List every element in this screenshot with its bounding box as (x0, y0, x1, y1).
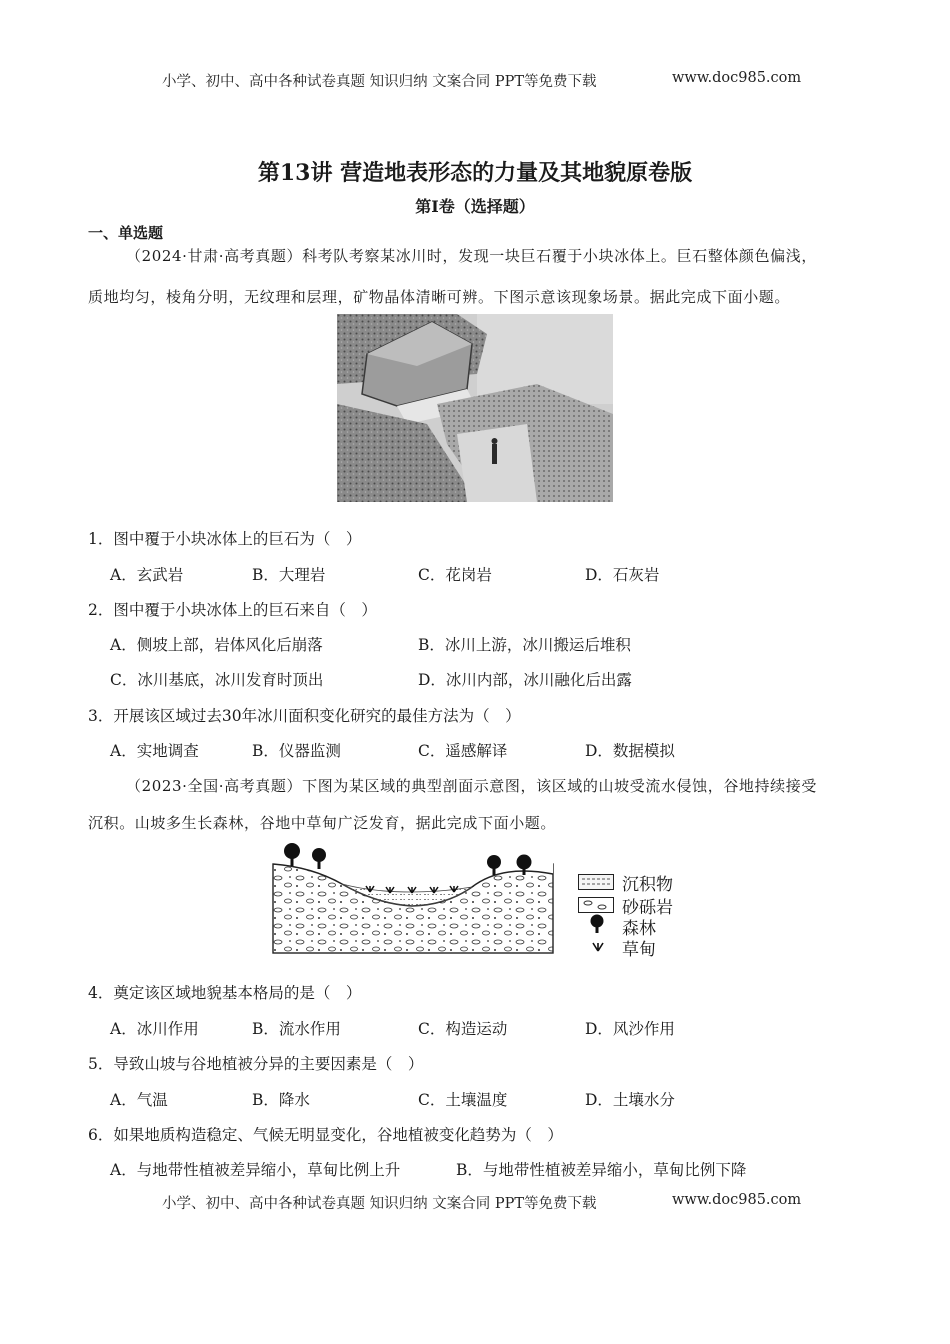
page-footer-text: 小学、初中、高中各种试卷真题 知识归纳 文案合同 PPT等免费下载 (162, 1196, 597, 1212)
q2-option-c[interactable]: C．冰川基底，冰川发育时顶出 (110, 671, 324, 689)
q2-option-d[interactable]: D．冰川内部，冰川融化后出露 (418, 671, 632, 689)
intro2-line2: 沉积。山坡多生长森林，谷地中草甸广泛发育，据此完成下面小题。 (88, 814, 557, 832)
q4-option-c[interactable]: C．构造运动 (418, 1020, 508, 1038)
legend-forest-label: 森林 (622, 919, 656, 939)
question-6-stem: 6．如果地质构造稳定、气候无明显变化，谷地植被变化趋势为（ ） (88, 1126, 563, 1144)
q4-option-a[interactable]: A．冰川作用 (110, 1020, 199, 1038)
page-header-url[interactable]: www.doc985.com (672, 70, 802, 86)
q6-option-b[interactable]: B．与地带性植被差异缩小，草甸比例下降 (456, 1161, 747, 1179)
legend-sediment-swatch (578, 874, 614, 890)
q3-option-d[interactable]: D．数据模拟 (585, 742, 675, 760)
q4-option-d[interactable]: D．风沙作用 (585, 1020, 675, 1038)
intro1-line1: （2024·甘肃·高考真题）科考队考察某冰川时，发现一块巨石覆于小块冰体上。巨石整体颜色偏浅， (126, 247, 817, 265)
q1-option-a[interactable]: A．玄武岩 (110, 566, 184, 584)
page-header-text: 小学、初中、高中各种试卷真题 知识归纳 文案合同 PPT等免费下载 (162, 74, 597, 90)
q1-option-c[interactable]: C．花岗岩 (418, 566, 492, 584)
glacier-boulder-photo (337, 314, 613, 502)
question-4-stem: 4．奠定该区域地貌基本格局的是（ ） (88, 984, 362, 1002)
q3-option-c[interactable]: C．遥感解译 (418, 742, 508, 760)
q6-option-a[interactable]: A．与地带性植被差异缩小，草甸比例上升 (110, 1161, 401, 1179)
q5-option-a[interactable]: A．气温 (110, 1091, 168, 1109)
q3-option-b[interactable]: B．仪器监测 (252, 742, 341, 760)
intro2-line1: （2023·全国·高考真题）下图为某区域的典型剖面示意图，该区域的山坡受流水侵蚀，谷地持续接受 (126, 777, 817, 795)
q4-option-b[interactable]: B．流水作用 (252, 1020, 341, 1038)
page-subtitle: 第I卷（选择题） (415, 197, 535, 216)
q3-option-a[interactable]: A．实地调查 (110, 742, 199, 760)
q5-option-d[interactable]: D．土壤水分 (585, 1091, 675, 1109)
legend-gravel-swatch (578, 897, 614, 913)
q5-option-b[interactable]: B．降水 (252, 1091, 310, 1109)
q1-option-d[interactable]: D．石灰岩 (585, 566, 660, 584)
page-footer-url[interactable]: www.doc985.com (672, 1192, 802, 1208)
q2-option-b[interactable]: B．冰川上游，冰川搬运后堆积 (418, 636, 631, 654)
q2-option-a[interactable]: A．侧坡上部，岩体风化后崩落 (110, 636, 323, 654)
legend-meadow-label: 草甸 (622, 940, 656, 960)
page-title: 第13讲 营造地表形态的力量及其地貌原卷版 (257, 160, 693, 186)
legend-sediment-label: 沉积物 (622, 875, 673, 895)
intro1-line2: 质地均匀，棱角分明，无纹理和层理，矿物晶体清晰可辨。下图示意该现象场景。据此完成下面小题。 (88, 288, 791, 306)
question-2-stem: 2．图中覆于小块冰体上的巨石来自（ ） (88, 601, 377, 619)
cross-section-diagram (272, 842, 554, 954)
q1-option-b[interactable]: B．大理岩 (252, 566, 326, 584)
question-1-stem: 1．图中覆于小块冰体上的巨石为（ ） (88, 530, 362, 548)
legend-forest-icon (588, 914, 606, 934)
question-3-stem: 3．开展该区域过去30年冰川面积变化研究的最佳方法为（ ） (88, 707, 521, 725)
question-5-stem: 5．导致山坡与谷地植被分异的主要因素是（ ） (88, 1055, 424, 1073)
q5-option-c[interactable]: C．土壤温度 (418, 1091, 508, 1109)
legend-gravel-label: 砂砾岩 (622, 898, 673, 918)
legend-meadow-icon (590, 937, 606, 953)
section-heading: 一、单选题 (88, 224, 164, 242)
